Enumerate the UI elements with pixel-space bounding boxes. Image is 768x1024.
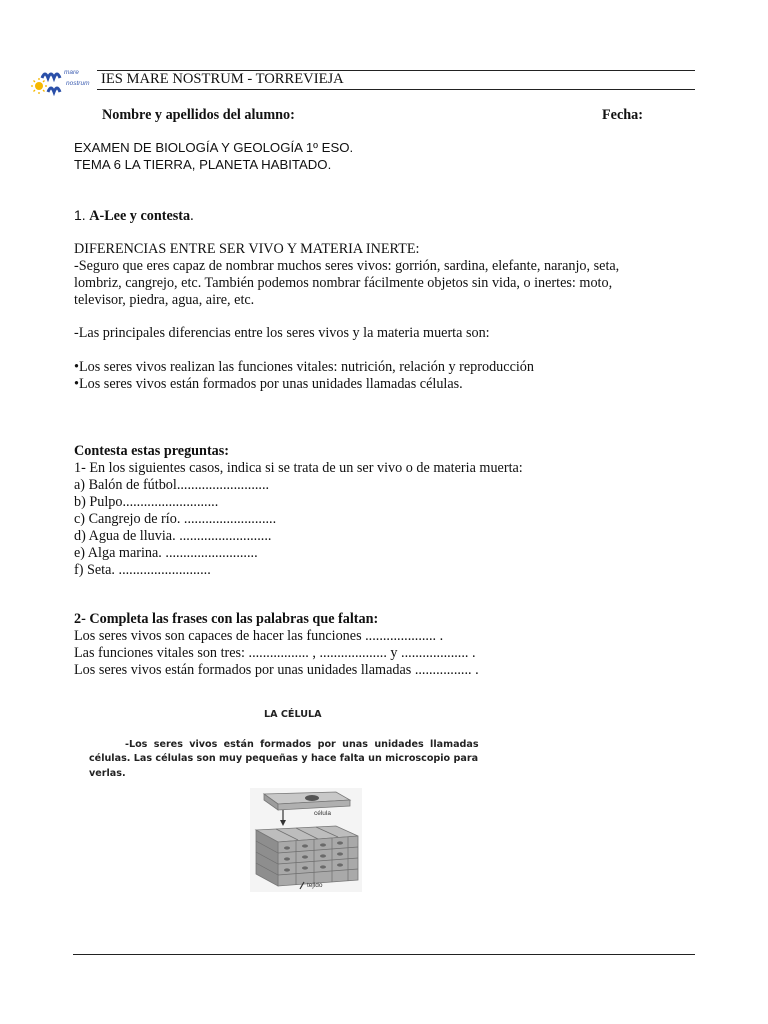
school-logo (30, 60, 100, 100)
section1-para-line-3: televisor, piedra, agua, aire, etc. (74, 292, 255, 308)
school-name: IES MARE NOSTRUM - TORREVIEJA (101, 71, 344, 87)
section2-line-2: Las funciones vitales son tres: ................. , ................... y ................... . (74, 645, 476, 661)
logo-text-top: mare (64, 69, 79, 76)
cell-figure-title: LA CÉLULA (264, 709, 322, 720)
section2-line-3: Los seres vivos están formados por unas unidades llamadas ................ . (74, 662, 479, 678)
section1-subtitle: DIFERENCIAS ENTRE SER VIVO Y MATERIA INERTE: (74, 241, 420, 257)
question-item-a: a) Balón de fútbol.......................... (74, 477, 270, 493)
footer-rule (73, 954, 695, 955)
section1-heading (74, 207, 194, 225)
cell-figure-text-line-3: verlas. (89, 768, 126, 779)
section1-heading-text: A-Lee y contesta (89, 208, 191, 224)
section1-number: 1. (74, 207, 86, 223)
cell-figure-text-line-2: células. Las células son muy pequeñas y hace falta un microscopio para (89, 753, 479, 764)
section1-para-line-2: lombriz, cangrejo, etc. También podemos nombrar fácilmente objetos sin vida, o inertes: moto, (74, 275, 613, 291)
differences-intro: -Las principales diferencias entre los seres vivos y la materia muerta son: (74, 325, 490, 341)
question-item-d: d) Agua de lluvia. .......................... (74, 528, 272, 544)
cell-tissue-drawing (250, 788, 362, 892)
question-item-f: f) Seta. .......................... (74, 562, 211, 578)
logo-text-bottom: nostrum (66, 80, 90, 87)
section2-line-1: Los seres vivos son capaces de hacer las funciones .................... . (74, 628, 444, 644)
questions-heading: Contesta estas preguntas: (74, 443, 230, 459)
bullet-item-1: •Los seres vivos realizan las funciones vitales: nutrición, relación y reproducción (74, 359, 534, 375)
exam-title-line2: TEMA 6 LA TIERRA, PLANETA HABITADO. (74, 157, 332, 172)
cell-label: célula (314, 810, 331, 817)
date-label: Fecha: (602, 107, 643, 123)
bullet-item-2: •Los seres vivos están formados por unas unidades llamadas células. (74, 376, 463, 392)
header-bottom-rule (97, 89, 695, 90)
sun-wave-logo-icon (30, 60, 100, 100)
cell-figure-text-line-1: -Los seres vivos están formados por unas unidades llamadas (125, 739, 479, 750)
question-item-b: b) Pulpo........................... (74, 494, 219, 510)
exam-title-line1: EXAMEN DE BIOLOGÍA Y GEOLOGÍA 1º ESO. (74, 140, 354, 155)
section2-heading: 2- Completa las frases con las palabras que faltan: (74, 611, 379, 627)
section1-para-line-1: -Seguro que eres capaz de nombrar muchos seres vivos: gorrión, sardina, elefante, naranjo, seta, (74, 258, 620, 274)
section1-heading-period: . (190, 208, 194, 224)
question1-prompt: 1- En los siguientes casos, indica si se trata de un ser vivo o de materia muerta: (74, 460, 523, 476)
question-item-e: e) Alga marina. .......................... (74, 545, 258, 561)
tissue-label: tejido (307, 882, 323, 889)
cell-tissue-illustration (250, 788, 362, 892)
question-item-c: c) Cangrejo de río. .......................... (74, 511, 277, 527)
student-name-label: Nombre y apellidos del alumno: (102, 107, 295, 123)
